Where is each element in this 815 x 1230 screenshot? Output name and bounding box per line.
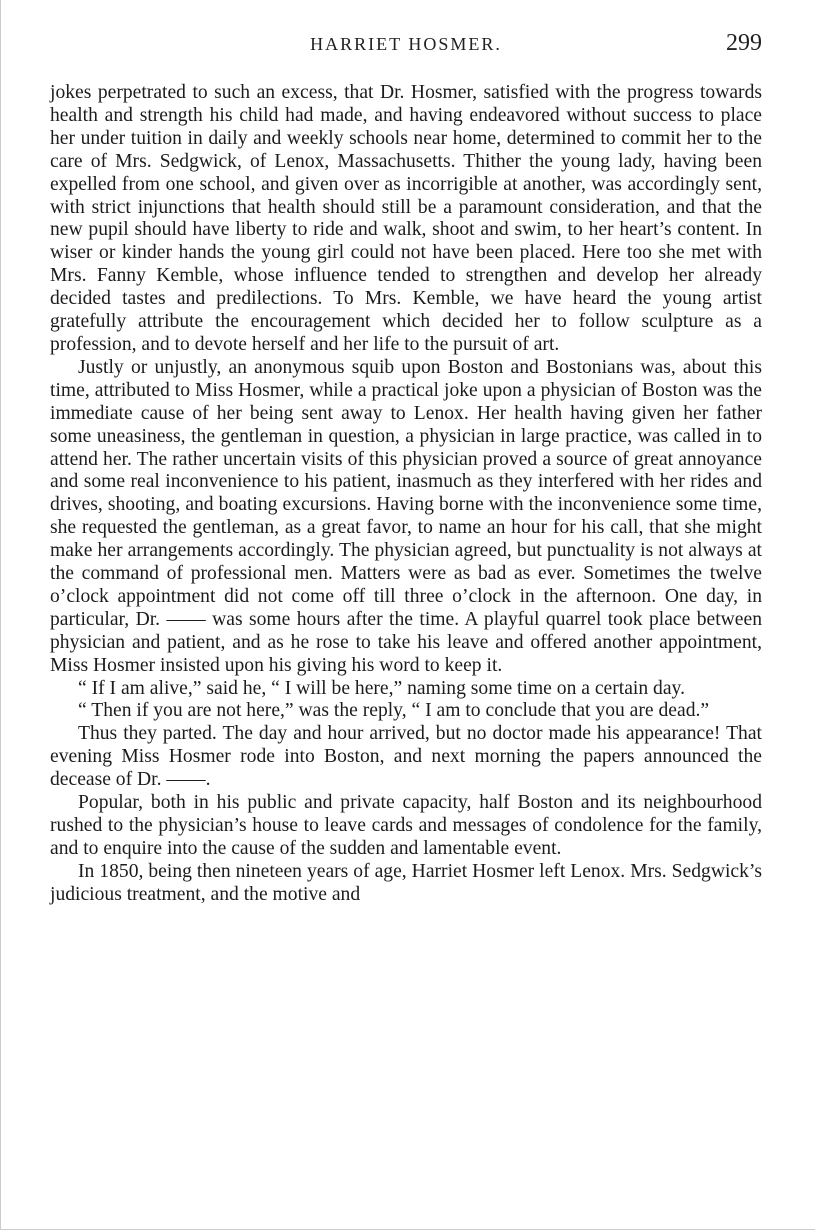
paragraph: In 1850, being then nineteen years of age, Harriet Hosmer left Lenox. Mrs. Sedgwick’s judicious treatment, and the motive and xyxy=(50,860,762,905)
paragraph: “ If I am alive,” said he, “ I will be here,” naming some time on a certain day. xyxy=(78,677,685,699)
running-head: HARRIET HOSMER. xyxy=(310,34,502,54)
page-number: 299 xyxy=(726,30,762,56)
page-header xyxy=(50,28,762,68)
paragraph-continuation: jokes perpetrated to such an excess, that Dr. Hosmer, satisfied with the progress towards health and strength his child had made, and having endeavored without success to place her under tuition in daily and weekly schools near home, determined to commit her to the care of Mrs. Sedgwick, of Lenox, Massachusetts. Thither the young lady, having been expelled from one school, and given over as incorrigible at another, was accordingly sent, with strict injunctions that health should still be a paramount consideration, and that the new pupil should have liberty to ride and walk, shoot and swim, to her heart’s content. In wiser or kinder hands the young girl could not have been placed. Here too she met with Mrs. Fanny Kemble, whose influence tended to strengthen and develop her already decided tastes and predilections. To Mrs. Kemble, we have heard the young artist gratefully attribute the encouragement which decided her to follow sculpture as a profession, and to devote herself and her life to the pursuit of art. xyxy=(50,82,762,355)
body-text xyxy=(50,82,762,907)
paragraph: Thus they parted. The day and hour arrived, but no doctor made his appearance! That evening Miss Hosmer rode into Boston, and next morning the papers announced the decease of Dr. ——. xyxy=(50,723,762,791)
page-edge-left xyxy=(0,0,1,1230)
paragraph: “ Then if you are not here,” was the reply, “ I am to conclude that you are dead.” xyxy=(78,700,710,722)
paragraph: Justly or unjustly, an anonymous squib upon Boston and Bostonians was, about this time, attributed to Miss Hosmer, while a practical joke upon a physician of Boston was the immediate cause of her being sent away to Lenox. Her health having given her father some uneasiness, the gentleman in question, a physician in large practice, was called in to attend her. The rather uncertain visits of this physician proved a source of great annoyance and some real inconvenience to his patient, inasmuch as they interfered with her rides and drives, shooting, and boating excursions. Having borne with the inconvenience some time, she requested the gentleman, as a great favor, to name an hour for his call, that she might make her arrangements accordingly. The physician agreed, but punctuality is not always at the command of professional men. Matters were as bad as ever. Sometimes the twelve o’clock appointment did not come off till three o’clock in the afternoon. One day, in particular, Dr. —— was some hours after the time. A playful quarrel took place between physician and patient, and as he rose to take his leave and offered another appointment, Miss Hosmer insisted upon his giving his word to keep it. xyxy=(50,356,762,676)
paragraph: Popular, both in his public and private capacity, half Boston and its neighbourhood rushed to the physician’s house to leave cards and messages of condolence for the family, and to enquire into the cause of the sudden and lamentable event. xyxy=(50,792,762,859)
